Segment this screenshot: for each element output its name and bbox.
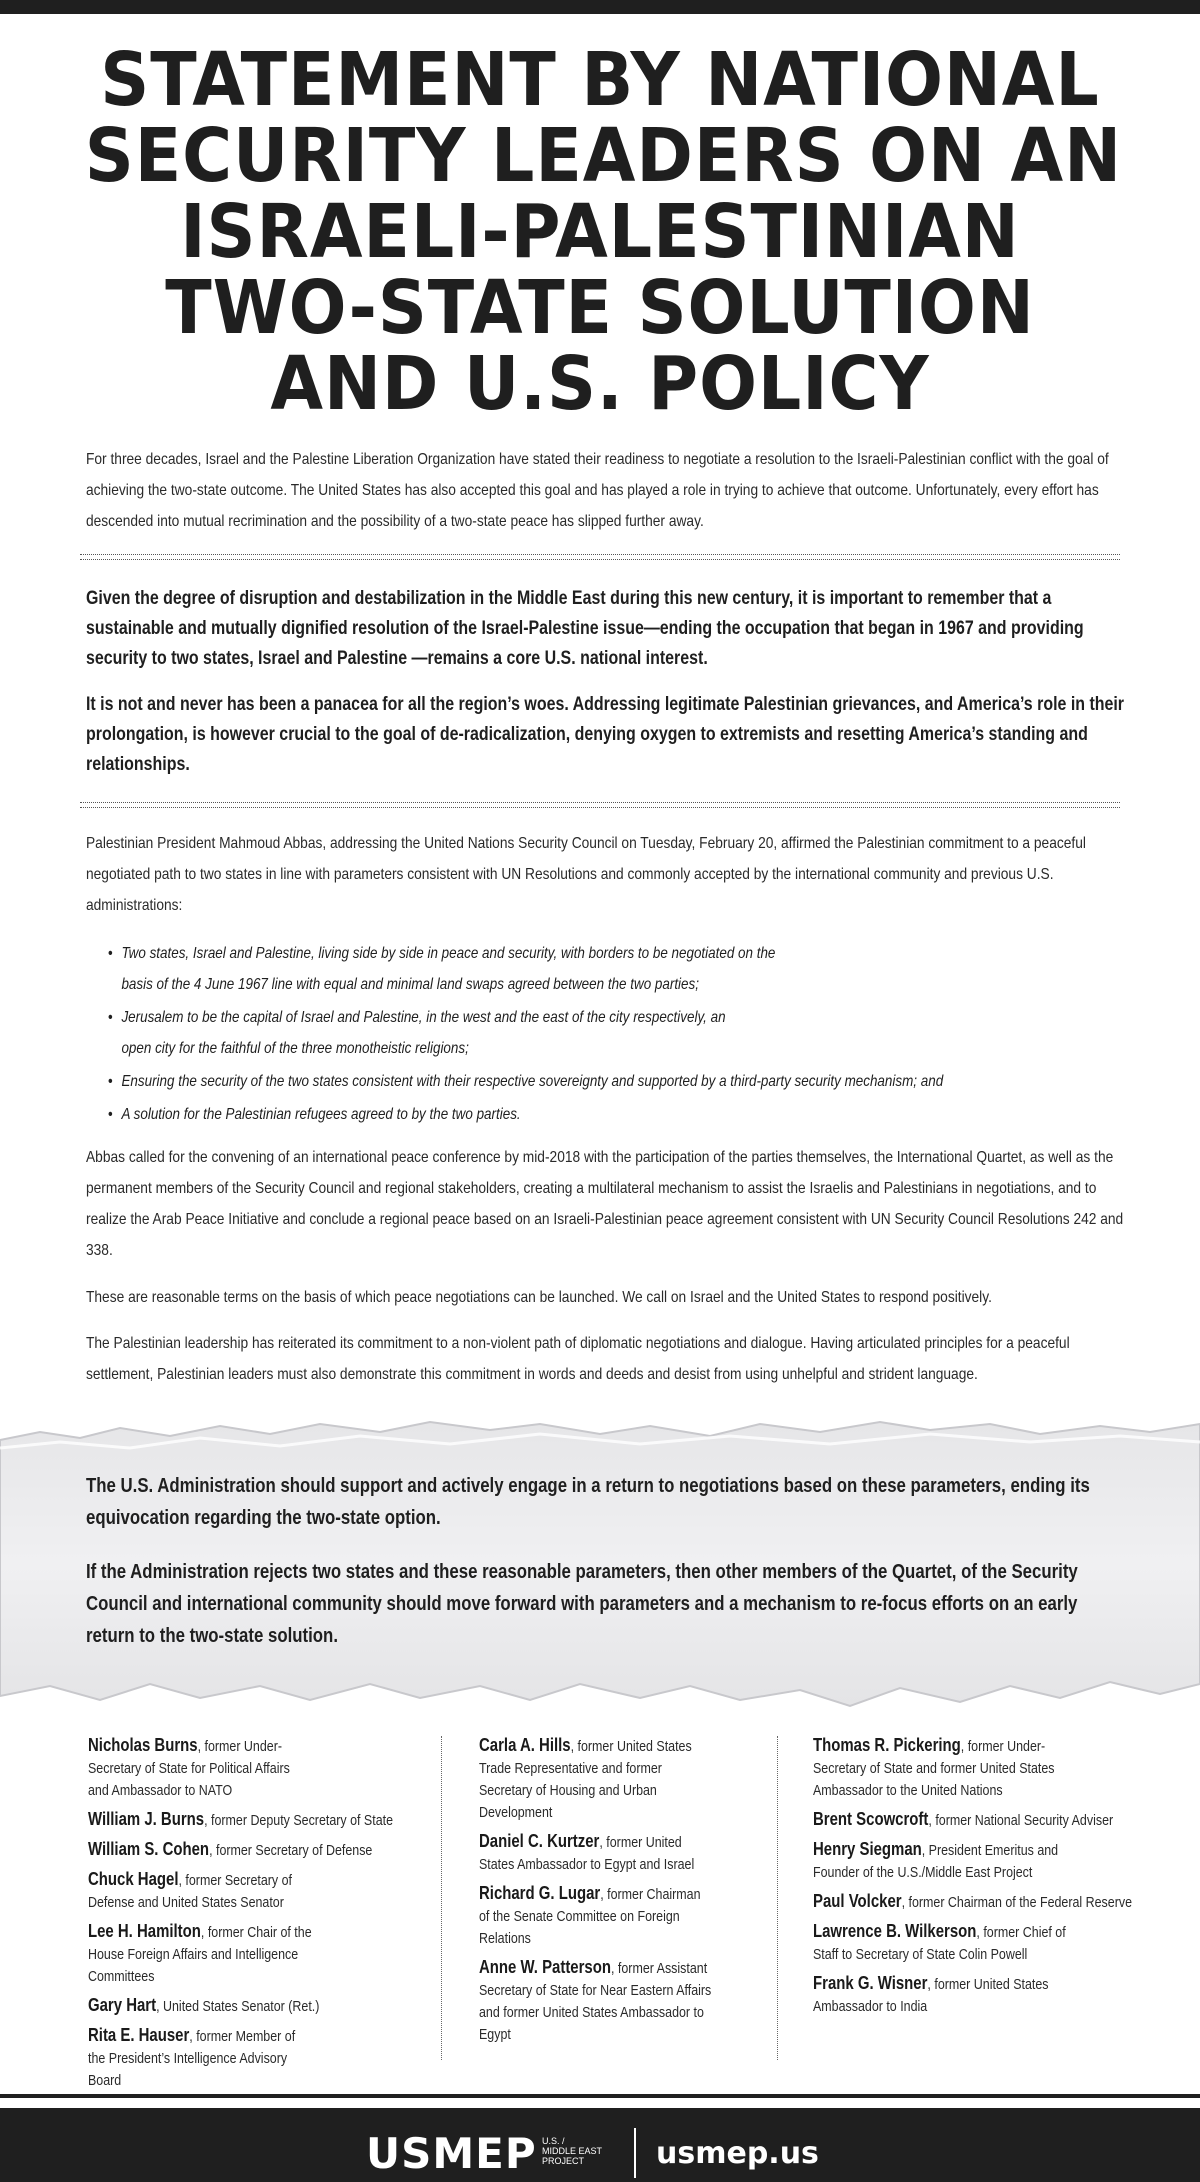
- usmep-logo: USMEP: [366, 2129, 537, 2178]
- signatory: [88, 1838, 420, 1862]
- signatory-title: , former United States Ambassador to India: [813, 1976, 1049, 2015]
- signatory: [813, 1734, 1062, 1802]
- signatory-title: , former Assistant Secretary of State for Near Eastern Affairs and former United States Ambassador to Egypt: [479, 1960, 712, 2043]
- signatory: [813, 1920, 1070, 1966]
- headline: [84, 37, 1122, 427]
- signatories-column: [88, 1734, 420, 2098]
- dotted-divider: [80, 554, 1120, 560]
- signatory-name: Daniel C. Kurtzer: [479, 1831, 600, 1851]
- logo-separator: [634, 2128, 636, 2178]
- signatory-title: , United States Senator (Ret.): [156, 1998, 320, 2015]
- signatory: [479, 1830, 703, 1876]
- signatory-title: , former National Security Adviser: [928, 1812, 1114, 1829]
- emphasis-paragraph: It is not and never has been a panacea for all the region’s woes. Addressing legitimate Palestinian grievances, and America’s role in their prolongation, is however crucial to the goal of de-radicalization, denying oxygen to extremists and resetting America’s standing and relationships.: [86, 694, 1125, 775]
- logo-subtitle-line: U.S. /: [542, 2136, 565, 2146]
- signatory: [88, 1868, 312, 1914]
- body-paragraph: These are reasonable terms on the basis of which peace negotiations can be launched. We call on Israel and the United States to respond positively.: [86, 1289, 992, 1306]
- signatory-name: Gary Hart: [88, 1995, 157, 2015]
- signatory-name: William S. Cohen: [88, 1839, 210, 1859]
- signatory-name: Paul Volcker: [813, 1891, 902, 1911]
- call-to-action: If the Administration rejects two states and these reasonable parameters, then other members of the Quartet, of the Security Council and international community should move forward with parameters and a mechanism to re-focus efforts on an early return to the two-state solution.: [86, 1561, 1078, 1647]
- abbas-intro-paragraph: Palestinian President Mahmoud Abbas, addressing the United Nations Security Council on Tuesday, February 20, affirmed the Palestinian commitment to a peaceful negotiated path to two states in line with parameters consistent with UN Resolutions and commonly accepted by the international community and previous U.S. administrations:: [86, 835, 1086, 914]
- parameters-list: [108, 938, 1116, 1132]
- signatory: [88, 1994, 420, 2018]
- signatory-name: Carla A. Hills: [479, 1735, 571, 1755]
- signatory-name: Brent Scowcroft: [813, 1809, 929, 1829]
- signatories-column: [813, 1734, 1145, 2024]
- body-paragraph: The Palestinian leadership has reiterated its commitment to a non-violent path of diplomatic negotiations and dialogue. Having articulated principles for a peaceful settlement, Palestinian leaders must also demonstrate this commitment in words and deeds and desist from using unhelpful and strident language.: [86, 1335, 1070, 1383]
- signatory-name: Rita E. Hauser: [88, 2025, 190, 2045]
- signatory: [813, 1838, 1062, 1884]
- call-to-action: The U.S. Administration should support and actively engage in a return to negotiations based on these parameters, ending its equivocation regarding the two-state option.: [86, 1475, 1090, 1529]
- list-item: • Two states, Israel and Palestine, living side by side in peace and security, with borders to be negotiated on the basis of the 4 June 1967 line with equal and minimal land swaps agreed between the two parties;: [108, 938, 777, 1000]
- signatory-title: , former Under-Secretary of State and former United States Ambassador to the United Nations: [813, 1738, 1055, 1799]
- signatory-title: , former Under-Secretary of State for Political Affairs and Ambassador to NATO: [88, 1738, 290, 1799]
- footer-rule: [0, 2094, 1200, 2098]
- top-border: [0, 0, 1200, 14]
- signatory: [813, 1972, 1062, 2018]
- signatory-title: , former United States Trade Representative and former Secretary of Housing and Urban Development: [479, 1738, 692, 1821]
- signatory: [88, 1808, 420, 1832]
- signatory-name: Lee H. Hamilton: [88, 1921, 201, 1941]
- logo-subtitle-line: MIDDLE EAST: [542, 2146, 603, 2156]
- signatory-name: Nicholas Burns: [88, 1735, 198, 1755]
- signatory-name: Lawrence B. Wilkerson: [813, 1921, 977, 1941]
- headline-line: SECURITY LEADERS ON AN: [84, 113, 1122, 199]
- signatory: [813, 1890, 1145, 1914]
- signatory-name: Thomas R. Pickering: [813, 1735, 961, 1755]
- signatory-title: , former Chair of the House Foreign Affairs and Intelligence Committees: [88, 1924, 312, 1985]
- signatory-title: , President Emeritus and Founder of the U.S./Middle East Project: [813, 1842, 1059, 1881]
- intro-paragraph: For three decades, Israel and the Palestine Liberation Organization have stated their readiness to negotiate a resolution to the Israeli-Palestinian conflict with the goal of achieving the two-state outcome. The United States has also accepted this goal and has played a role in trying to achieve that outcome. Unfortunately, every effort has descended into mutual recrimination and the possibility of a two-state peace has slipped further away.: [86, 451, 1109, 530]
- signatory-title: , former Secretary of Defense and United States Senator: [88, 1872, 292, 1911]
- signatory: [479, 1882, 703, 1950]
- logo-subtitle: [542, 2136, 622, 2166]
- signatory: [479, 1956, 720, 2046]
- headline-line: AND U.S. POLICY: [270, 341, 930, 427]
- signatory-name: William J. Burns: [88, 1809, 205, 1829]
- signatory-name: Richard G. Lugar: [479, 1883, 601, 1903]
- signatory-title: , former Deputy Secretary of State: [204, 1812, 393, 1829]
- signatory: [479, 1734, 711, 1824]
- headline-line: ISRAELI-PALESTINIAN: [180, 189, 1020, 275]
- headline-line: TWO-STATE SOLUTION: [165, 265, 1035, 351]
- signatory-title: , former Chief of Staff to Secretary of State Colin Powell: [813, 1924, 1066, 1963]
- logo-subtitle-line: PROJECT: [542, 2156, 585, 2166]
- headline-line: STATEMENT BY NATIONAL: [100, 37, 1100, 123]
- signatory-name: Henry Siegman: [813, 1839, 922, 1859]
- signatory-title: , former Chairman of the Senate Committee on Foreign Relations: [479, 1886, 701, 1947]
- signatory: [88, 2024, 312, 2092]
- website-link[interactable]: usmep.us: [656, 2136, 819, 2171]
- signatory: [813, 1808, 1145, 1832]
- signatory-title: , former United States Ambassador to Egypt and Israel: [479, 1834, 695, 1873]
- list-item: • Ensuring the security of the two states consistent with their respective sovereignty and supported by a third-party security mechanism; and: [108, 1066, 1116, 1097]
- emphasis-paragraph: Given the degree of disruption and destabilization in the Middle East during this new century, it is important to remember that a sustainable and mutually dignified resolution of the Israel-Palestine issue—ending the occupation that began in 1967 and providing security to two states, Israel and Palestine —remains a core U.S. national interest.: [86, 588, 1084, 669]
- signatory-title: , former Chairman of the Federal Reserve: [901, 1894, 1133, 1911]
- list-item: • Jerusalem to be the capital of Israel and Palestine, in the west and the east of the city respectively, an open city for the faithful of the three monotheistic religions;: [108, 1002, 743, 1064]
- signatories-column: [479, 1734, 811, 2052]
- signatory-title: , former Secretary of Defense: [209, 1842, 373, 1859]
- column-divider: [441, 1736, 442, 2060]
- body-paragraph: Abbas called for the convening of an international peace conference by mid-2018 with the participation of the parties themselves, the International Quartet, as well as the permanent members of the Security Council and regional stakeholders, creating a multilateral mechanism to assist the Israelis and Palestinians in negotiations, and to realize the Arab Peace Initiative and conclude a regional peace based on an Israeli-Palestinian peace agreement consistent with UN Security Council Resolutions 242 and 338.: [86, 1149, 1124, 1259]
- list-item: • A solution for the Palestinian refugees agreed to by the two parties.: [108, 1099, 1116, 1130]
- dotted-divider: [80, 802, 1120, 808]
- signatory: [88, 1734, 312, 1802]
- signatory-name: Chuck Hagel: [88, 1869, 179, 1889]
- signatory-title: , former Member of the President’s Intelligence Advisory Board: [88, 2028, 296, 2089]
- signatory: [88, 1920, 329, 1988]
- signatory-name: Anne W. Patterson: [479, 1957, 611, 1977]
- signatory-name: Frank G. Wisner: [813, 1973, 928, 1993]
